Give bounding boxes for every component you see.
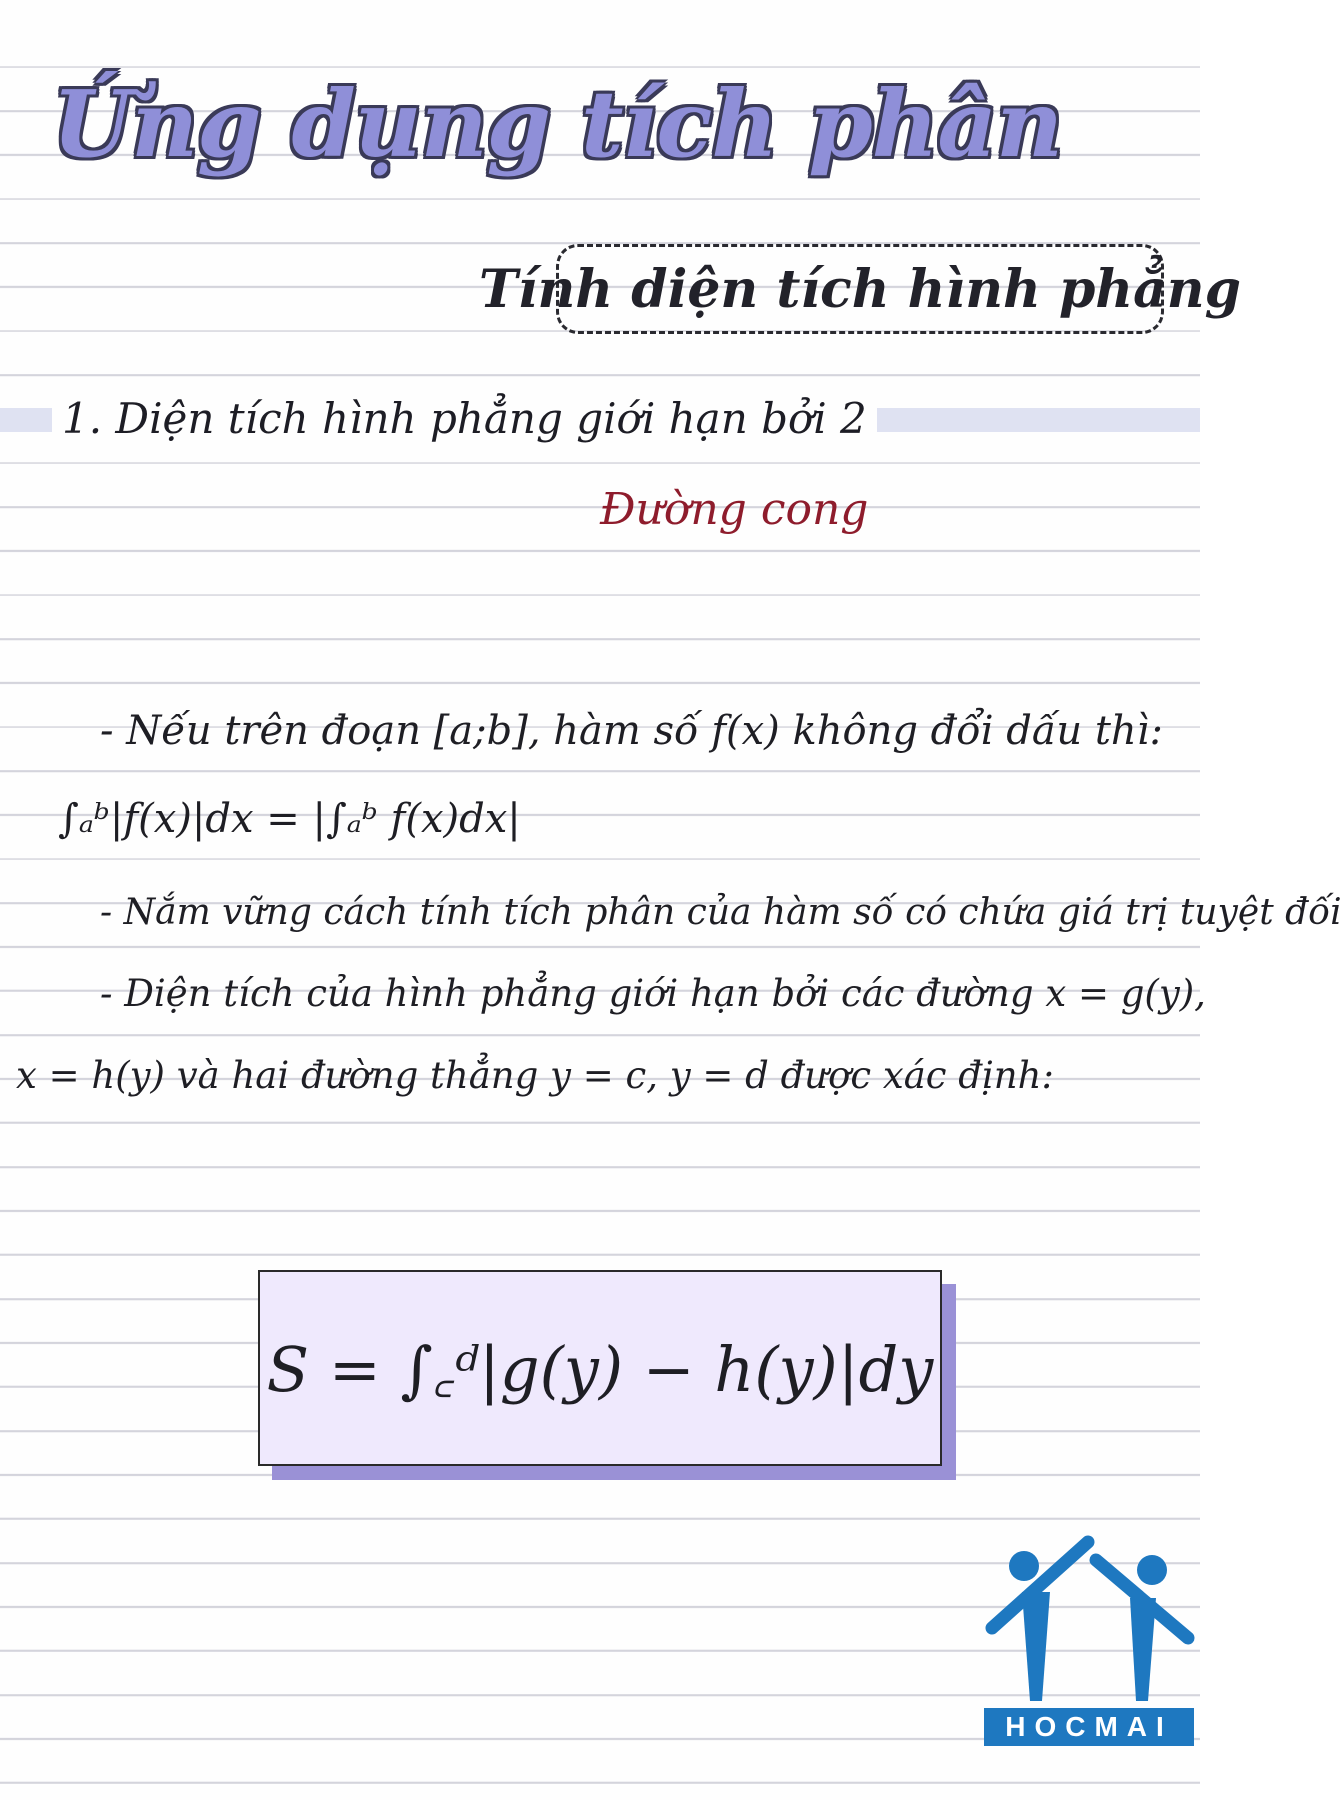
section-subheading: Đường cong [600, 484, 869, 535]
body-line-5: x = h(y) và hai đường thẳng y = c, y = d được xác định: [16, 1054, 1054, 1097]
formula-box [258, 1270, 942, 1466]
section-heading: 1. Diện tích hình phẳng giới hạn bởi 2 [52, 394, 877, 443]
subtitle-box [479, 244, 1241, 334]
page-title: Ứng dụng tích phân [52, 70, 1063, 178]
area-formula: S = ∫꜀ᵈ|g(y) − h(y)|dy [266, 1333, 934, 1406]
body-line-3: - Nắm vững cách tính tích phân của hàm số có chứa giá trị tuyệt đối [100, 892, 1342, 933]
logo-text: HOCMAI [984, 1708, 1194, 1746]
body-line-2-equation: ∫ₐᵇ|f(x)|dx = |∫ₐᵇ f(x)dx| [58, 796, 521, 842]
subtitle: Tính diện tích hình phẳng [479, 258, 1241, 320]
logo-figures-icon [984, 1536, 1194, 1708]
hocmai-logo [984, 1536, 1194, 1748]
body-line-4: - Diện tích của hình phẳng giới hạn bởi các đường x = g(y), [100, 972, 1206, 1015]
body-line-1: - Nếu trên đoạn [a;b], hàm số f(x) không đổi dấu thì: [100, 708, 1163, 754]
